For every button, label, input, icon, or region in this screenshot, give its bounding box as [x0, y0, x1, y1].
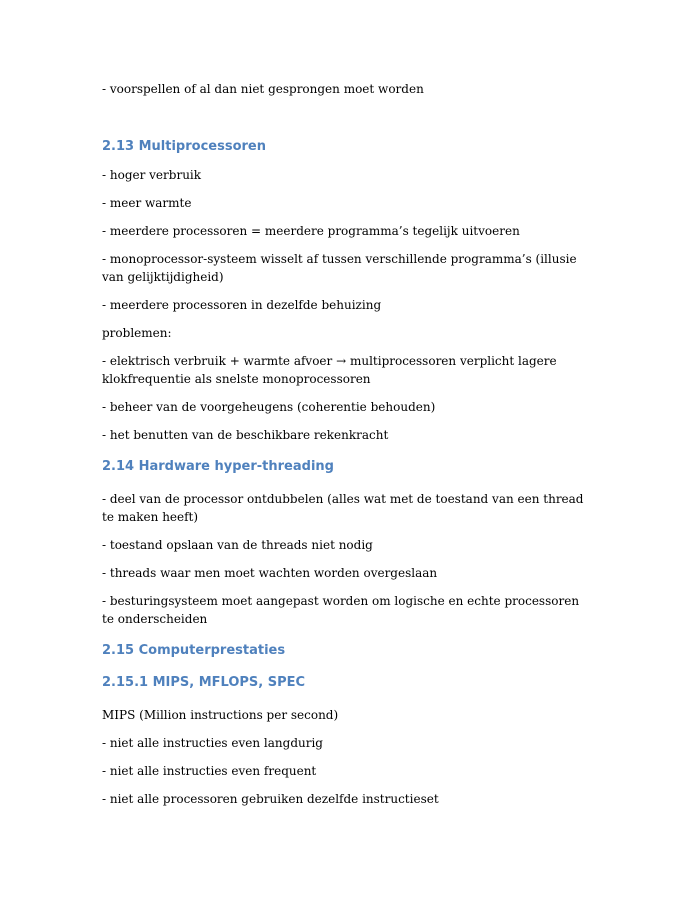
paragraph-os-adjusted: - besturingsysteem moet aangepast worden om logische en echte processoren te onderscheiden: [102, 594, 580, 626]
paragraph-problems: problemen:: [102, 326, 172, 340]
paragraph-frequency: - niet alle instructies even frequent: [102, 764, 317, 778]
paragraph-more-heat: - meer warmte: [102, 196, 192, 210]
paragraph-multiple-processors: - meerdere processoren = meerdere programma’s tegelijk uitvoeren: [102, 224, 520, 238]
paragraph-instruction-set: - niet alle processoren gebruiken dezelfde instructieset: [102, 792, 439, 806]
paragraph-power-heat: - elektrisch verbruik + warmte afvoer → multiprocessoren verplicht lagere klokfrequentie als snelste monoprocessoren: [102, 354, 557, 386]
paragraph-branch-prediction: - voorspellen of al dan niet gesprongen moet worden: [102, 82, 424, 96]
page-content: [102, 80, 590, 808]
heading-2-15-1: 2.15.1 MIPS, MFLOPS, SPEC: [102, 675, 306, 690]
heading-2-15: 2.15 Computerprestaties: [102, 643, 286, 658]
heading-2-13: 2.13 Multiprocessoren: [102, 139, 266, 154]
heading-2-14: 2.14 Hardware hyper-threading: [102, 459, 334, 474]
paragraph-skip-threads: - threads waar men moet wachten worden overgeslaan: [102, 566, 438, 580]
paragraph-same-housing: - meerdere processoren in dezelfde behuizing: [102, 298, 382, 312]
paragraph-thread-state: - toestand opslaan van de threads niet nodig: [102, 538, 373, 552]
paragraph-cache-coherence: - beheer van de voorgeheugens (coherentie behouden): [102, 400, 436, 414]
paragraph-computing-power: - het benutten van de beschikbare rekenkracht: [102, 428, 389, 442]
paragraph-duration: - niet alle instructies even langdurig: [102, 736, 323, 750]
paragraph-monoprocessor: - monoprocessor-systeem wisselt af tussen verschillende programma’s (illusie van gelijktijdigheid): [102, 252, 577, 284]
paragraph-mips: MIPS (Million instructions per second): [102, 708, 339, 722]
paragraph-duplicate-processor: - deel van de processor ontdubbelen (alles wat met de toestand van een thread te maken heeft): [102, 492, 584, 524]
paragraph-higher-consumption: - hoger verbruik: [102, 168, 202, 182]
